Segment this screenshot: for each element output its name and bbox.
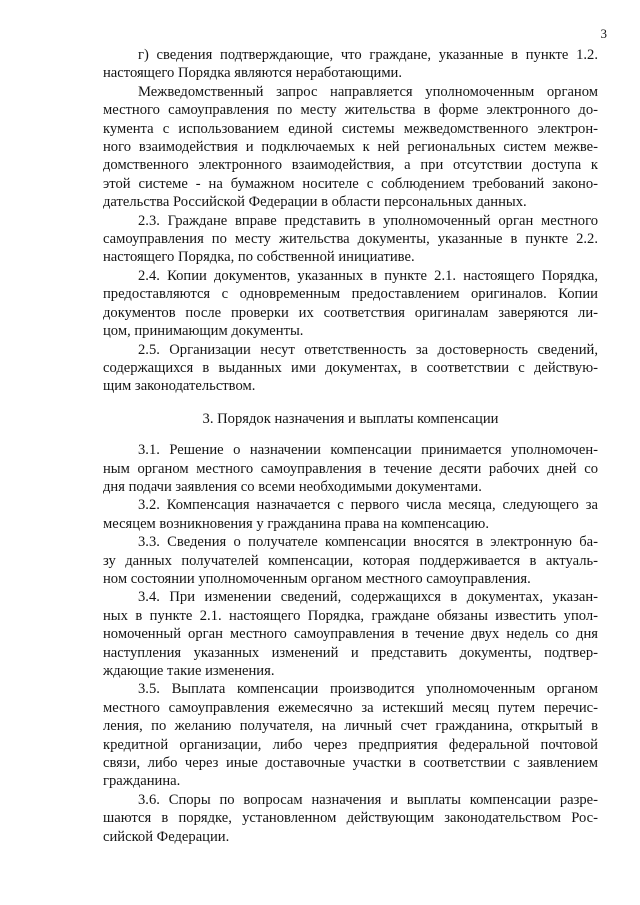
paragraph-subitem-g xyxy=(103,46,598,83)
paragraph-2-5 xyxy=(103,341,598,396)
paragraph-3-4 xyxy=(103,588,598,680)
text-line: местного самоуправления по месту жительства в форме электронного до- xyxy=(103,102,598,119)
page-number: 3 xyxy=(600,26,607,41)
text-line: кредитной организации, либо через предприятия федеральной почтовой xyxy=(103,736,598,753)
text-line: настоящего Порядка, по собственной инициативе. xyxy=(103,249,415,266)
paragraph-3-3 xyxy=(103,533,598,588)
text-line: ного взаимодействия и подключаемых к ней региональных систем межве- xyxy=(103,139,598,156)
text-line: настоящего Порядка являются неработающими. xyxy=(103,65,403,82)
text-line: 2.4. Копии документов, указанных в пункте 2.1. настоящего Порядка, xyxy=(138,267,598,284)
text-line: содержащихся в выданных ими документах, в соответствии с действую- xyxy=(103,359,598,376)
text-line: ждающие такие изменения. xyxy=(103,663,275,679)
paragraph-3-1 xyxy=(103,441,598,496)
text-line: связи, либо через иные доставочные участки в соответствии с заявлением xyxy=(103,755,598,772)
text-line: дня подачи заявления со всеми необходимыми документами. xyxy=(103,478,482,495)
paragraph-interdepartmental-request xyxy=(103,83,598,212)
text-line: ном состоянии уполномоченным органом местного самоуправления. xyxy=(103,570,531,587)
text-line: месяцем возникновения у гражданина права на компенсацию. xyxy=(103,515,489,532)
text-line: г) сведения подтверждающие, что граждане, указанные в пункте 1.2. xyxy=(138,47,598,63)
text-line: наступления указанных изменений и представить документы, подтвер- xyxy=(103,644,598,661)
text-line: зу данных получателей компенсации, которая поддерживается в актуаль- xyxy=(103,552,598,569)
text-line: сийской Федерации. xyxy=(103,828,230,845)
text-line: шаются в порядке, установленном действующим законодательством Рос- xyxy=(103,810,598,827)
text-line: этой системе - на бумажном носителе с соблюдением требований законо- xyxy=(103,175,598,192)
text-line: ления, по желанию получателя, на личный счет гражданина, открытый в xyxy=(103,718,598,735)
text-line: предоставляются с одновременным предоставлением оригиналов. Копии xyxy=(103,286,598,303)
paragraph-3-2 xyxy=(103,496,598,533)
section-heading: 3. Порядок назначения и выплаты компенсации xyxy=(202,410,499,427)
text-line: 3.2. Компенсация назначается с первого числа месяца, следующего за xyxy=(138,497,598,514)
text-line: 2.5. Организации несут ответственность за достоверность сведений, xyxy=(138,341,598,358)
paragraph-3-6 xyxy=(103,791,598,846)
text-line: номоченный орган местного самоуправления в течение двух недель со дня xyxy=(103,626,598,643)
text-line: ным органом местного самоуправления в течение десяти рабочих дней со xyxy=(103,460,598,477)
paragraph-3-5 xyxy=(103,680,598,790)
paragraph-2-3 xyxy=(103,212,598,267)
text-line: домственного электронного взаимодействия, а при отсутствии доступа к xyxy=(103,157,598,174)
text-line: гражданина. xyxy=(103,773,181,790)
text-line: 3.5. Выплата компенсации производится уполномоченным органом xyxy=(138,681,598,698)
paragraph-2-4 xyxy=(103,267,598,341)
text-line: документов после проверки их соответствия оригиналам заверяются ли- xyxy=(103,304,598,321)
text-line: 2.3. Граждане вправе представить в уполномоченный орган местного xyxy=(138,212,598,229)
text-line: 3.3. Сведения о получателе компенсации вносятся в электронную ба- xyxy=(138,534,598,551)
text-line: 3.6. Споры по вопросам назначения и выплаты компенсации разре- xyxy=(138,791,598,808)
text-line: ных в пункте 2.1. настоящего Порядка, граждане обязаны известить упол- xyxy=(103,607,598,624)
document-body xyxy=(103,46,598,846)
text-line: цом, принимающим документы. xyxy=(103,323,304,340)
text-line: Межведомственный запрос направляется уполномоченным органом xyxy=(138,83,598,100)
text-line: дательства Российской Федерации в области персональных данных. xyxy=(103,194,527,211)
text-line: щим законодательством. xyxy=(103,378,256,395)
text-line: самоуправления по месту жительства документы, указанные в пункте 2.2. xyxy=(103,231,598,248)
text-line: кумента с использованием единой системы межведомственного электрон- xyxy=(103,120,598,137)
text-line: 3.1. Решение о назначении компенсации принимается уполномочен- xyxy=(138,442,598,459)
text-line: 3.4. При изменении сведений, содержащихся в документах, указан- xyxy=(138,589,598,606)
text-line: местного самоуправления ежемесячно за истекший месяц путем перечис- xyxy=(103,699,598,716)
